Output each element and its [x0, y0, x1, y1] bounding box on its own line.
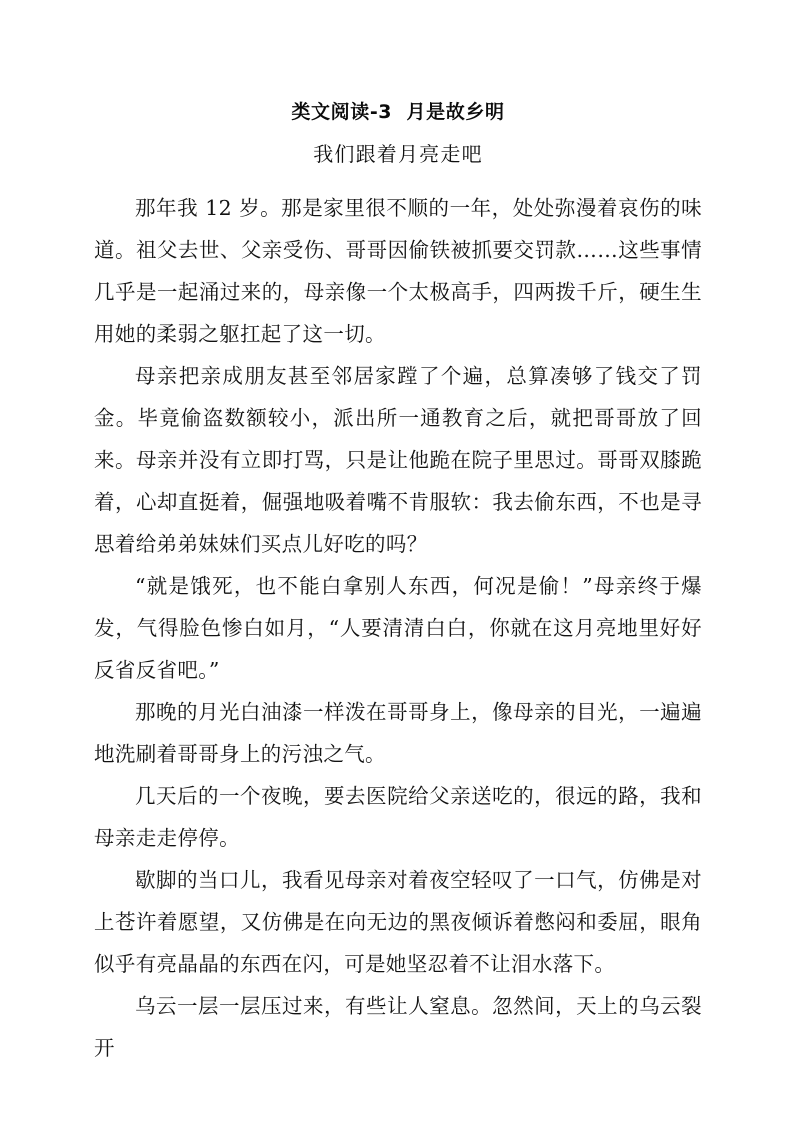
paragraph: “就是饿死，也不能白拿别人东西，何况是偷！”母亲终于爆发，气得脸色惨白如月，“人要清清白白，你就在这月亮地里好好反省反省吧。” [94, 574, 702, 682]
paragraph: 歇脚的当口儿，我看见母亲对着夜空轻叹了一口气，仿佛是对上苍许着愿望，又仿佛是在向无边的黑夜倾诉着憋闷和委屈，眼角似乎有亮晶晶的东西在闪，可是她坚忍着不让泪水落下。 [94, 868, 702, 976]
document-content [94, 0, 702, 1069]
paragraph: 乌云一层一层压过来，有些让人窒息。忽然间，天上的乌云裂开 [94, 994, 702, 1060]
paragraph: 那晚的月光白油漆一样泼在哥哥身上，像母亲的目光，一遍遍地洗刷着哥哥身上的污浊之气。 [94, 700, 702, 766]
paragraph: 母亲把亲成朋友甚至邻居家蹚了个遍，总算凑够了钱交了罚金。毕竟偷盗数额较小，派出所一通教育之后，就把哥哥放了回来。母亲并没有立即打骂，只是让他跪在院子里思过。哥哥双膝跪着，心却直挺着，倔强地吸着嘴不肯服软：我去偷东西，不也是寻思着给弟弟妹妹们买点儿好吃的吗？ [94, 364, 702, 556]
article-subtitle: 我们跟着月亮走吧 [313, 142, 483, 166]
article-body [94, 187, 702, 1069]
paragraph: 那年我 12 岁。那是家里很不顺的一年，处处弥漫着哀伤的味道。祖父去世、父亲受伤、哥哥因偷铁被抓要交罚款……这些事情几乎是一起涌过来的，母亲像一个太极高手，四两拨千斤，硬生生用她的柔弱之躯扛起了这一切。 [94, 196, 702, 346]
page-title: 类文阅读-3 月是故乡明 [291, 101, 505, 123]
paragraph: 几天后的一个夜晚，要去医院给父亲送吃的，很远的路，我和母亲走走停停。 [94, 784, 702, 850]
